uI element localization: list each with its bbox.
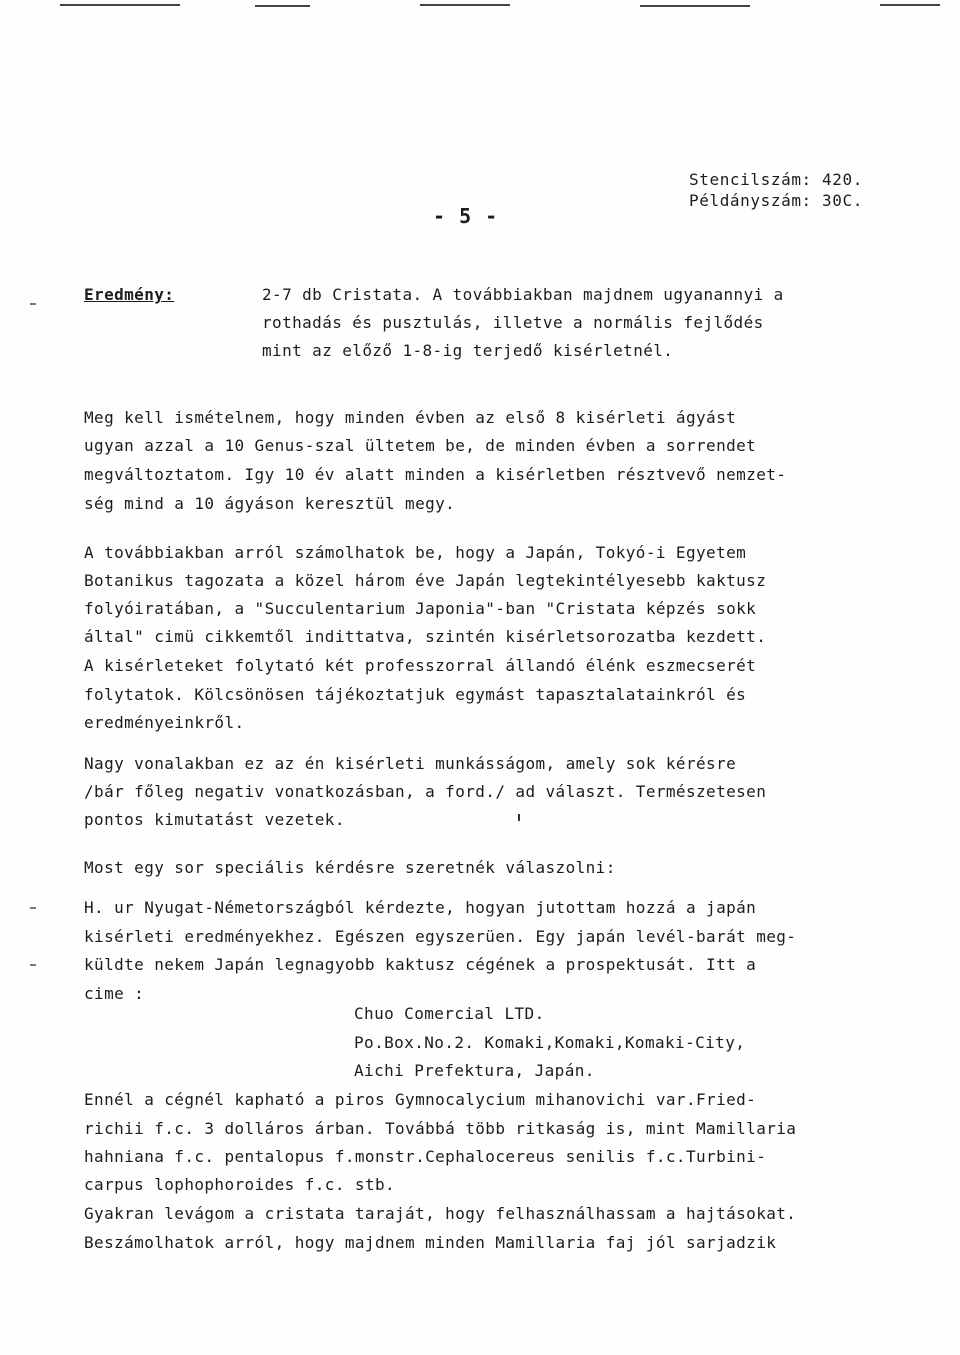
margin-mark	[30, 907, 36, 909]
paragraph-line: Beszámolhatok arról, hogy majdnem minden Mamillaria faj jól sarjadzik	[84, 1233, 777, 1252]
copy-count: Példányszám: 30C.	[689, 191, 863, 210]
scan-mark	[880, 4, 940, 6]
paragraph-line: H. ur Nyugat-Németországból kérdezte, hogyan jutottam hozzá a japán	[84, 898, 757, 917]
paragraph-line: kisérleti eredményekhez. Egészen egyszerüen. Egy japán levél-barát meg-	[84, 927, 797, 946]
address-line: Po.Box.No.2. Komaki,Komaki,Komaki-City,	[354, 1033, 746, 1052]
paragraph-line: /bár főleg negativ vonatkozásban, a ford./ ad választ. Természetesen	[84, 782, 767, 801]
results-line: rothadás és pusztulás, illetve a normális fejlődés	[262, 313, 764, 332]
paragraph-line: carpus lophophoroides f.c. stb.	[84, 1175, 396, 1194]
paragraph-line: ugyan azzal a 10 Genus-szal ültetem be, de minden évben a sorrendet	[84, 436, 757, 455]
paragraph-line: Most egy sor speciális kérdésre szeretnék válaszolni:	[84, 858, 616, 877]
paragraph-line: megváltoztatom. Igy 10 év alatt minden a kisérletben résztvevő nemzet-	[84, 465, 787, 484]
paragraph-line: folyóiratában, a "Succulentarium Japonia"-ban "Cristata képzés sokk	[84, 599, 757, 618]
paragraph-line: hahniana f.c. pentalopus f.monstr.Cephalocereus senilis f.c.Turbini-	[84, 1147, 767, 1166]
page-number: - 5 -	[433, 204, 499, 228]
paragraph-line: Meg kell ismételnem, hogy minden évben az első 8 kisérleti ágyást	[84, 408, 737, 427]
results-line: mint az előző 1-8-ig terjedő kisérletnél.	[262, 341, 674, 360]
paragraph-line: küldte nekem Japán legnagyobb kaktusz cégének a prospektusát. Itt a	[84, 955, 757, 974]
scan-mark	[255, 5, 310, 7]
scan-mark	[420, 4, 510, 6]
paragraph-line: Ennél a cégnél kapható a piros Gymnocalycium mihanovichi var.Fried-	[84, 1090, 757, 1109]
scan-mark	[640, 5, 750, 7]
stencil-number: Stencilszám: 420.	[689, 170, 863, 189]
paragraph-line: A kisérleteket folytató két professzorral állandó élénk eszmecserét	[84, 656, 757, 675]
paragraph-line: Nagy vonalakban ez az én kisérleti munkásságom, amely sok kérésre	[84, 754, 737, 773]
paragraph-line: pontos kimutatást vezetek.	[84, 810, 345, 829]
paragraph-line: cime :	[84, 984, 145, 1003]
address-line: Chuo Comercial LTD.	[354, 1004, 545, 1023]
paragraph-line: Gyakran levágom a cristata taraját, hogy felhasználhassam a hajtásokat.	[84, 1204, 797, 1223]
margin-mark	[30, 964, 36, 966]
margin-mark	[30, 303, 36, 305]
margin-tick	[518, 814, 520, 821]
paragraph-line: folytatok. Kölcsönösen tájékoztatjuk egymást tapasztalatainkról és	[84, 685, 747, 704]
results-line: 2-7 db Cristata. A továbbiakban majdnem ugyanannyi a	[262, 285, 784, 304]
results-label: Eredmény:	[84, 285, 175, 304]
scan-mark	[60, 4, 180, 6]
paragraph-line: eredményeinkről.	[84, 713, 245, 732]
paragraph-line: A továbbiakban arról számolhatok be, hogy a Japán, Tokyó-i Egyetem	[84, 543, 747, 562]
paragraph-line: által" cimü cikkemtől indittatva, szintén kisérletsorozatba kezdett.	[84, 627, 767, 646]
address-line: Aichi Prefektura, Japán.	[354, 1061, 595, 1080]
paragraph-line: Botanikus tagozata a közel három éve Japán legtekintélyesebb kaktusz	[84, 571, 767, 590]
paragraph-line: richii f.c. 3 dolláros árban. Továbbá több ritkaság is, mint Mamillaria	[84, 1119, 797, 1138]
paragraph-line: ség mind a 10 ágyáson keresztül megy.	[84, 494, 456, 513]
